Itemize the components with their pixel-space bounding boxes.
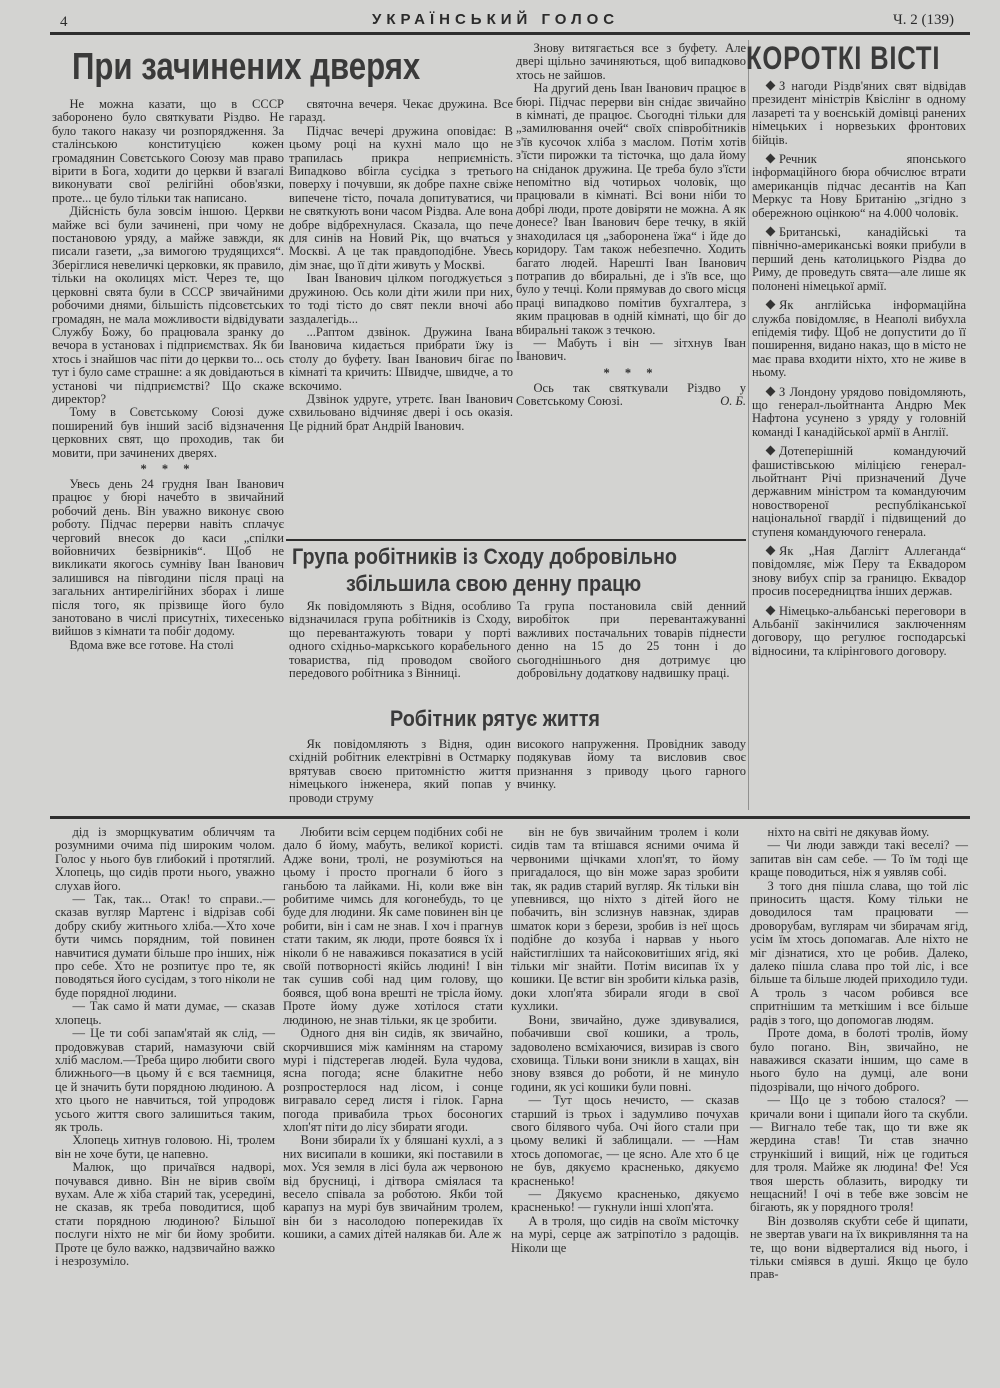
short-news-title: КОРОТКІ ВІСТІ (746, 40, 941, 76)
paragraph-text: Малюк, що причаївся надворі, почувався дивно. Він не вірив своїм вухам. Але ж хіба старий так, усередині, не сказав, як треба поводитися, щоб стати порядною людиною? Більшої послуги ніхто не міг би йому зробити. Проте це було важко, надзвичайно важко і незрозуміло. (55, 1160, 275, 1268)
issue-number: Ч. 2 (139) (893, 12, 954, 28)
news-item (752, 226, 966, 293)
paragraph-text: святочна вечеря. Чекає дружина. Все гаразд. (289, 97, 513, 125)
paragraph (511, 1014, 739, 1094)
bullet-diamond-icon (766, 546, 776, 556)
bottom-section-rule (50, 816, 970, 819)
page-number: 4 (60, 14, 68, 30)
paragraph (52, 406, 284, 460)
paragraph-text: * * * (140, 461, 196, 476)
paragraph (750, 1027, 968, 1094)
news-item-text: Дотеперішній командуючий фашистівською міліцією генерал-льойтнант Річі призначений Дуче державним міністром та командуючим новоствореної республіканської національної гвардії і підвищений до ступеня командуючого генерала. (752, 444, 966, 539)
paragraph (511, 1188, 739, 1215)
paragraph-text: Підчас вечері дружина оповідає: В цьому році на кухні мало що не трапилась прикра неприємність. Випадково вбігла сусідка з третього поверху і почувши, як добре пахне свіже випечене тісто, почала допитуватися, чи не святкують вони часом Різдва. Але вона добре відбрехнулася. Сказала, що пече для синів на Новий Рік, що вчаться у Москві. А це так правдоподібне. Увесь дім знає, що її діти живуть у Москві. (289, 123, 513, 272)
news-item-text: Як англійська інформаційна служба повідомляє, в Неаполі вибухла епідемія тифу. Щоб не допустити до її поширення, видано наказ, що в місто не має права входити ніхто, хто не живе в ньому. (752, 298, 966, 380)
bullet-diamond-icon (766, 300, 776, 310)
paragraph (750, 880, 968, 1027)
article-column-2 (289, 98, 513, 433)
paragraph-text: * * * (603, 365, 659, 380)
paragraph-text: Не можна казати, що в СССР заборонено було святкувати Різдво. Не було такого наказу чи розпорядження. За сталінською конституцією кожен громадянин Совєтського Союзу мав право вірити в Бога, ходити до церкви й взагалі виконувати свої релігійні обов'язки, проте... це було тільки так написано. (52, 97, 284, 205)
news-item-text: Речник японського інформаційного бюра обчислює втрати американців підчас десантів на Кап Меркус та Нову Британію „згідно з обережною оцінкою“ на 4.000 чоловік. (752, 152, 966, 220)
bullet-diamond-icon (766, 446, 776, 456)
paragraph-text: Тому в Совєтському Союзі дуже поширений був інший засіб відзначення церковних свят, що проходив, так би мовити, при зачинених дверях. (52, 405, 284, 460)
paragraph-text: ніхто на світі не дякував йому. (767, 825, 930, 839)
paragraph-text: Дзвінок удруге, утретє. Іван Іванович схвильовано відчиняє двері і ось оказія. Це рідний брат Андрій Іванович. (289, 391, 513, 433)
paragraph (750, 826, 968, 839)
paragraph-text: На другий день Іван Іванович працює в бюрі. Підчас перерви він снідає звичайно в кімнаті, де працює. Сьогодні тільки для „замилювання очей“ своїх співробітників з'їв кусочок хліба з маслом. Потім хотів з'їсти пирожки та тісточка, що дала йому на сніданок дружина. Це треба було з'їсти непомітно від чотирьох чоловік, що працювали в кімнаті. Всі вони ніби то добрі люди, проте довіряти не можна. А як донесе? Іван Іванович бере течку, в якій знаходилася ця „заборонена їжа“ і йде до коридору. Там також небезпечно. Ходить багато людей. Нарешті Іван Іванович потрапив до вбиральні, де і з'їв все, що було у течці. Коли прямував до свого місця праці випадково помітив бухгалтера, з яким працював в одній кімнаті, що біг до вбиральні також з течкою. (516, 81, 746, 337)
story-column-1 (55, 826, 275, 1268)
paragraph-text: — Що це з тобою сталося? — кричали вони і щипали його та скубли. — Вигнало тебе так, що ти вже як жердина став! Ти став значно стрункіший і вищий, ніж це годиться для троля. Майже як людина! Фе! Уся твоя шерсть облазить, виродку ти нещасний! І очі в тебе вже зовсім не бігають, як у порядного троля! (750, 1093, 968, 1215)
bullet-diamond-icon (766, 81, 776, 91)
paragraph-text: Знову витягається все з буфету. Але двері щільно зачиняються, щоб випадково хтось не зайшов. (516, 41, 746, 82)
paragraph-text: — Це ти собі запам'ятай як слід, — продовжував старий, намазуючи свій хліб маслом.—Треба щиро любити свого ближнього—в цьому й є вся таємниця, це й значить бути порядною людиною. А хто цього не навчиться, той упродовж усього життя свого залишиться таким, як троль. (55, 1026, 275, 1134)
news-item (752, 545, 966, 599)
paragraph-text: Увесь день 24 грудня Іван Іванович працює у бюрі начебто в звичайний робочий день. Він уважно виконує свою роботу. Підчас перерви навіть сплачує черговий внесок до каси „спілки войовничих безвірників“. Щоб не викликати якогось сумніву Іван Іванович залишився на півгодини після праці на загальних антирелігійних зборах і лише після того, як прізвище його було занотовано в числі присутніх, тихесенько вийшов з кімнати та побіг додому. (52, 476, 284, 639)
masthead-rule (50, 32, 970, 35)
article-signature: О. Б. (720, 394, 746, 409)
paragraph (283, 1027, 503, 1134)
news-item-text: З Лондону урядово повідомляють, що генерал-льойтнанта Андрю Мек Нафтона усунено з уряду у головній команді І канадійської армії в Англії. (752, 384, 966, 439)
paragraph (516, 382, 746, 409)
news-item (752, 386, 966, 440)
paragraph (52, 98, 284, 205)
paragraph-text: — Так само й мати думає, — сказав хлопець. (55, 999, 275, 1027)
paragraph-text: Любити всім серцем подібних собі не дало б йому, мабуть, великої користі. Адже вони, тролі, не розуміються на цьому і просто прогнали б його з ганьбою та лайками. Ні, коли вже він робитиме чимсь для когонебудь, то це буде для людини. Як саме повинен він це робити, він і сам не знав. І хоч і прагнув стати таким, як люди, проте боявся їх і ніколи б не наважився показатися в усій своїй потворності якійсь людині! І він так сушив собі над цим голову, що боявся, щоб вона врешті не трісла йому. Проте йому дуже хотілося стати людиною, не знав тільки, як це зробити. (283, 825, 503, 1027)
article2-text-1: Як повідомляють з Відня, особливо відзначилася група робітників із Сходу, що перевантажують товари у порті одного східньо-маркського корабельного товариства, під проводом свойого передового робітника з Вінниці. (289, 599, 511, 681)
story-column-2 (283, 826, 503, 1242)
paragraph-text: Проте дома, в болоті тролів, йому було погано. Він, звичайно, не наважився сказати іншим, що саме в нього було на думці, але вони підозрівали, що нічого доброго. (750, 1026, 968, 1094)
paragraph-text: — Тут щось нечисто, — сказав старший із трьох і задумливо почухав свого білявого чуба. Очі його стали при цьому великі й заблищали. — —Нам хтось допомогає, — це ясно. Але хто б це не був, дякуємо красненько, дякуємо красненько! (511, 1093, 739, 1188)
paragraph (511, 1094, 739, 1188)
paragraph (289, 272, 513, 326)
paragraph (516, 337, 746, 364)
paragraph (511, 826, 739, 1014)
paragraph (516, 82, 746, 337)
article2-text-2: Та група постановила свій денний виробіток при перевантажуванні важливих постачальних товарів піднести денно на 15 до 25 тонн і до сьогоднішнього дня дотримує цю добровільну додаткову надвишку праці. (517, 599, 746, 681)
paragraph (55, 1000, 275, 1027)
bullet-diamond-icon (766, 605, 776, 615)
news-item-text: Британські, канадійські та північно-американські вояки прибули в перший день католицького Різдва до Риму, де проведуть свята—але лише як полонені німецької армії. (752, 225, 966, 293)
news-item (752, 299, 966, 379)
paragraph (289, 393, 513, 433)
paragraph (289, 125, 513, 272)
news-item (752, 445, 966, 539)
article2-title-line2: збільшила свою денну працю (346, 571, 642, 596)
paragraph-text: — Дякуємо красненько, дякуємо красненько! — гукнули інші хлоп'ята. (511, 1186, 739, 1215)
paragraph-text: А в троля, що сидів на своїм місточку на мурі, серце аж затріпотіло з радощів. Ніколи ще (511, 1213, 739, 1255)
article-column-1 (52, 98, 284, 652)
paragraph-text: Вони, звичайно, дуже здивувалися, побачивши свої кошики, а троль, задоволено всміхаючися, визирав із свого сховища. Тільки вони зникли в хащах, він знову взявся до роботи, й не минуло години, як усі кошики були повні. (511, 1012, 739, 1094)
story-column-4 (750, 826, 968, 1282)
paragraph-text: дід із зморщкуватим обличчям та розумними очима під широким чолом. Голос у нього був глибокий і протяглий. Хлопець, що сидів проти нього, уважно слухав його. (55, 825, 275, 893)
story-column-3 (511, 826, 739, 1255)
article2-title-line1: Група робітників із Сходу добровільно (292, 544, 678, 569)
paragraph (289, 326, 513, 393)
paragraph (750, 839, 968, 879)
paragraph (55, 893, 275, 1000)
paragraph-text: Іван Іванович цілком погоджується з дружиною. Ось коли діти жили при них, то тоді тісто до свят пекли вночі або заздалегідь... (289, 271, 513, 326)
paragraph (55, 1134, 275, 1161)
paragraph-text: — Мабуть і він — зітхнув Іван Іванович. (516, 335, 746, 364)
paragraph-text: Вони збирали їх у бляшані кухлі, а з них висипали в кошики, які поставили в мох. Уся земля в лісі була аж червоною від брусниці, і дітвора сміялася та весело співала за роботою. Якби той карапуз на мурі був звичайним тролем, він би з насолодою поперекидав їх кошики, а самих дітей налякав би. Але ж (283, 1133, 503, 1242)
bullet-diamond-icon (766, 227, 776, 237)
paragraph (55, 1027, 275, 1134)
paragraph-text: З того дня пішла слава, що той ліс приносить щастя. Кому тільки не доводилося там працювати — дроворубам, вуглярам чи збирачам ягід, усім їм хтось допомагав. Але ніхто не міг дізнатися, хто це робив. Далеко, далеко пішла слава про той ліс, і все більше та більше людей приходило туди. А троль з часом робився все спритнішим та меткішим і все більше радів з того, що допомогав людям. (750, 878, 968, 1027)
paragraph (750, 1094, 968, 1215)
article3-column-1 (289, 738, 511, 805)
paragraph-text: Ось так святкували Різдво у Совєтському Союзі. (516, 380, 746, 409)
column-rule (748, 40, 749, 810)
news-item (752, 80, 966, 147)
section-divider-stars (52, 463, 284, 475)
paragraph (283, 826, 503, 1027)
article-title: При зачинених дверях (72, 46, 421, 88)
news-item (752, 605, 966, 659)
paragraph (55, 826, 275, 893)
article2-column-1 (289, 600, 511, 680)
paragraph (283, 1134, 503, 1241)
paragraph (55, 1161, 275, 1268)
paragraph-text: Хлопець хитнув головою. Ні, тролем він не хоче бути, це напевно. (55, 1133, 275, 1161)
section-divider-stars (516, 367, 746, 379)
article3-title: Робітник рятує життя (390, 706, 600, 731)
article2-column-2 (517, 600, 746, 680)
paragraph-text: Він дозволяв скубти себе й щипати, не звертав уваги на їх викривляння та на те, що вони відверталися від нього, і тільки сміявся в душі. Якщо це було прав- (750, 1213, 968, 1282)
short-news-list (752, 80, 966, 658)
paragraph-text: — Так, так... Отак! то справи..— сказав вугляр Мартенс і відрізав собі добру скибу житнього хліба.—Хто хоче бути чимсь порядним, той повинен навчитися думати більше про інших, ніж про себе. Хто не розпитує про те, як поводяться його сусідам, з того ніколи не буде порядної людини. (55, 892, 275, 1000)
paragraph (52, 478, 284, 639)
news-item-text: Німецько-альбанські переговори в Альбанії закінчилися заключенням договору, що регулює господарські відносини, та клірінгового договору. (752, 603, 966, 658)
paragraph (289, 98, 513, 125)
news-item (752, 153, 966, 220)
article3-text-2: високого напруження. Провідник заводу подякував йому та висловив своє признання з приводу цього гарного вчинку. (517, 737, 746, 792)
paragraph-text: він не був звичайним тролем і коли сидів там та втішався ясними очима й червоними щічками хлоп'ят, то йому пригадалося, що він може зараз зробити так, як радив старий вугляр. Як тільки він упевнився, що ніхто з дітей його не побачить, він зслизнув навзнак, здирав шматок кори з берези, зробив із неї щось подібне до козуба і нарвав у нього найстигліших та найсоковитіших ягід, які тільки міг знайти. Потім висипав їх у кошики. Це встиг він зробити кілька разів, доки хлоп'ята збирали ягоди в свої кухлики. (511, 825, 739, 1014)
news-item-text: З нагоди Різдв'яних свят відвідав президент міністрів Квіслінг в одному лазареті та у воєнській домівці ранених німецьких і норвезьких фронтових бійців. (752, 79, 966, 147)
paragraph (516, 42, 746, 82)
section-rule (286, 539, 746, 541)
paragraph (750, 1215, 968, 1282)
paragraph-text: Дійсність була зовсім іншою. Церкви майже всі були зачинені, при чому не постановою уряду, а майже завжди, як писали газети, „за вимогою трудящихся“. Зберіглися невеличкі церковки, як правило, тільки на околицях міст. Через те, що церковні свята були в СССР звичайними робочими днями, більшість підсовєтських громадян, не мала можливости відвідувати Службу Божу, бо працювала зранку до вечора в установах і підприємствах. Як би хтось і знайшов час піти до церкви то... ось тут і було саме страшне: а як довідаються в установі чи підприємстві? Що скаже директор? (52, 204, 284, 406)
article-column-3 (516, 42, 746, 409)
paragraph-text: Вдома вже все готове. На столі (69, 637, 234, 652)
bullet-diamond-icon (766, 386, 776, 396)
paragraph-text: ...Раптом дзвінок. Дружина Івана Івановича кидається прибрати їжу із столу до буфету. Іван Іванович бігає по кімнаті та кричить: Швидче, швидче, а то вскочимо. (289, 324, 513, 393)
paragraph (511, 1215, 739, 1255)
paragraph (52, 205, 284, 406)
article3-column-2 (517, 738, 746, 792)
article3-text-1: Як повідомляють з Відня, один східній робітник електрівні в Остмарку врятував своєю притомністю життя німецького інженера, який попав у проводи струму (289, 737, 511, 805)
news-item-text: Як „Ная Даглігт Аллеганда“ повідомляє, між Перу та Еквадором знову вибух спір за границю. Еквадор просив посередництва інших держав. (752, 544, 966, 599)
paragraph-text: Одного дня він сидів, як звичайно, скорчившися між камінням на старому мурі і підстерегав людей. Була чудова, ясна погода; ясне блакитне небо розпростерлося над лісом, і сонце вигравало серед листя і гілок. Гарна погода привабила трьох босоногих хлоп'ят піти до лісу збирати ягоди. (283, 1026, 503, 1134)
paragraph (52, 639, 284, 652)
bullet-diamond-icon (766, 154, 776, 164)
newspaper-title: УКРАЇНСЬКИЙ ГОЛОС (372, 11, 620, 28)
paragraph-text: — Чи люди завжди такі веселі? — запитав він сам себе. — То їм тоді ще краще поводиться, ніж я уявляв собі. (750, 838, 968, 880)
